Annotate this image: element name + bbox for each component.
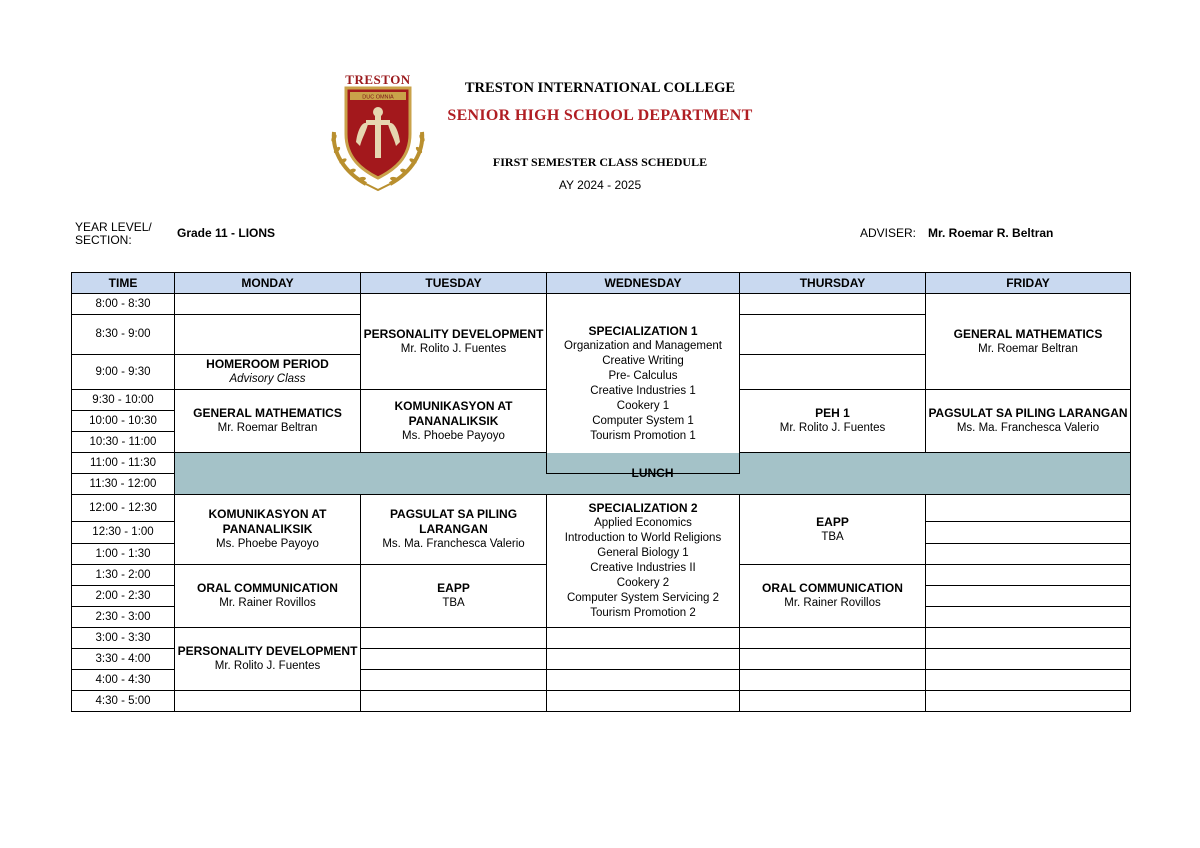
time-cell: 4:00 - 4:30 — [72, 670, 175, 691]
col-header-friday: FRIDAY — [926, 273, 1131, 294]
school-crest-logo — [326, 72, 430, 194]
advisory-note: Advisory Class — [229, 373, 306, 385]
empty-cell — [926, 544, 1131, 565]
time-cell: 11:30 - 12:00 — [72, 474, 175, 495]
teacher-name: Mr. Rainer Rovillos — [219, 597, 316, 609]
class-schedule-table — [71, 272, 1131, 712]
empty-cell — [740, 649, 926, 670]
empty-cell — [361, 649, 547, 670]
table-header-row — [72, 273, 1131, 294]
svg-text:DUC OMNIA: DUC OMNIA — [362, 94, 394, 101]
empty-cell — [926, 586, 1131, 607]
teacher-name: Ms. Ma. Franchesca Valerio — [382, 538, 525, 550]
adviser-label: ADVISER: — [860, 226, 917, 240]
table-row — [72, 453, 1131, 474]
list-item: Creative Industries II — [590, 562, 696, 574]
subject-name: ORAL COMMUNICATION — [197, 581, 338, 595]
list-item: Cookery 1 — [616, 399, 670, 412]
subject-name: KOMUNIKASYON AT PANANALIKSIK — [394, 398, 513, 428]
subject-name: PAGSULAT SA PILING LARANGAN — [928, 406, 1128, 420]
list-item: Cookery 2 — [616, 577, 670, 589]
academic-year: AY 2024 - 2025 — [558, 178, 642, 192]
empty-cell — [547, 691, 740, 712]
time-cell: 10:30 - 11:00 — [72, 432, 175, 453]
subject-name: GENERAL MATHEMATICS — [953, 326, 1103, 341]
time-cell: 12:00 - 12:30 — [72, 495, 175, 522]
section-value: Grade 11 - LIONS — [177, 226, 276, 240]
fri-pagsulat-cell — [926, 390, 1131, 453]
list-item: Computer System 1 — [592, 414, 694, 427]
teacher-name: Mr. Rolito J. Fuentes — [400, 342, 507, 355]
wed-spec1-cell — [547, 294, 740, 474]
thu-oral-cell — [740, 565, 926, 628]
list-item: Creative Writing — [602, 354, 684, 367]
empty-cell — [926, 607, 1131, 628]
empty-cell — [740, 294, 926, 315]
list-item: General Biology 1 — [597, 547, 689, 559]
department-title: SENIOR HIGH SCHOOL DEPARTMENT — [447, 107, 753, 124]
mon-komu-cell — [175, 495, 361, 565]
time-cell: 11:00 - 11:30 — [72, 453, 175, 474]
teacher-name: Mr. Rolito J. Fuentes — [214, 660, 321, 672]
fri-math-cell — [926, 294, 1131, 390]
lunch-break-cell: LUNCH — [175, 453, 1131, 495]
schedule-title: FIRST SEMESTER CLASS SCHEDULE — [492, 155, 708, 169]
empty-cell — [175, 294, 361, 315]
empty-cell — [926, 649, 1131, 670]
list-item: Pre- Calculus — [608, 369, 678, 382]
empty-cell — [740, 691, 926, 712]
adviser-value: Mr. Roemar R. Beltran — [928, 226, 1054, 240]
time-cell: 9:00 - 9:30 — [72, 355, 175, 390]
empty-cell — [926, 522, 1131, 544]
empty-cell — [175, 315, 361, 355]
subject-name: KOMUNIKASYON AT PANANALIKSIK — [208, 507, 327, 536]
col-header-tuesday: TUESDAY — [361, 273, 547, 294]
tue-komu-cell — [361, 390, 547, 453]
empty-cell — [926, 565, 1131, 586]
time-cell: 3:00 - 3:30 — [72, 628, 175, 649]
list-item: Tourism Promotion 2 — [590, 607, 696, 619]
subject-name: SPECIALIZATION 2 — [588, 501, 698, 515]
teacher-name: Ms. Ma. Franchesca Valerio — [956, 422, 1100, 434]
subject-name: PEH 1 — [815, 406, 850, 420]
empty-cell — [926, 628, 1131, 649]
time-cell: 1:30 - 2:00 — [72, 565, 175, 586]
specialization-list — [549, 516, 737, 621]
tue-eapp-cell — [361, 565, 547, 628]
empty-cell — [361, 670, 547, 691]
section-label-line2: SECTION: — [75, 233, 132, 247]
thu-peh-cell — [740, 390, 926, 453]
subject-name: HOMEROOM PERIOD — [206, 357, 329, 371]
empty-cell — [175, 691, 361, 712]
teacher-name: Mr. Roemar Beltran — [978, 342, 1078, 355]
col-header-monday: MONDAY — [175, 273, 361, 294]
mon-math-cell — [175, 390, 361, 453]
section-label — [75, 221, 152, 247]
time-cell: 12:30 - 1:00 — [72, 522, 175, 544]
teacher-name: TBA — [821, 530, 844, 543]
empty-cell — [547, 649, 740, 670]
subject-name: PERSONALITY DEVELOPMENT — [363, 326, 544, 341]
table-row — [72, 691, 1131, 712]
col-header-wednesday: WEDNESDAY — [547, 273, 740, 294]
time-cell: 10:00 - 10:30 — [72, 411, 175, 432]
table-row — [72, 628, 1131, 649]
time-cell: 8:00 - 8:30 — [72, 294, 175, 315]
empty-cell — [547, 670, 740, 691]
teacher-name: Ms. Phoebe Payoyo — [402, 429, 505, 442]
empty-cell — [361, 691, 547, 712]
mon-perdev-cell — [175, 628, 361, 691]
empty-cell — [361, 628, 547, 649]
teacher-name: Mr. Roemar Beltran — [217, 422, 318, 434]
subject-name: EAPP — [437, 581, 470, 595]
tue-perdev-cell — [361, 294, 547, 390]
time-cell: 9:30 - 10:00 — [72, 390, 175, 411]
specialization-list — [549, 339, 737, 444]
list-item: Introduction to World Religions — [564, 532, 722, 544]
teacher-name: Mr. Rainer Rovillos — [784, 597, 881, 609]
school-name: TRESTON INTERNATIONAL COLLEGE — [464, 80, 736, 96]
svg-text:TRESTON: TRESTON — [345, 72, 411, 87]
empty-cell — [547, 628, 740, 649]
thu-eapp-cell — [740, 495, 926, 565]
subject-name: PAGSULAT SA PILING LARANGAN — [389, 507, 518, 536]
time-cell: 4:30 - 5:00 — [72, 691, 175, 712]
table-row — [72, 495, 1131, 522]
list-item: Organization and Management — [564, 339, 722, 352]
table-row — [72, 294, 1131, 315]
subject-name: GENERAL MATHEMATICS — [193, 406, 342, 420]
time-cell: 2:30 - 3:00 — [72, 607, 175, 628]
subject-name: EAPP — [816, 514, 849, 529]
section-label-line1: YEAR LEVEL/ — [75, 220, 152, 234]
list-item: Computer System Servicing 2 — [566, 592, 720, 604]
time-cell: 8:30 - 9:00 — [72, 315, 175, 355]
empty-cell — [926, 495, 1131, 522]
col-header-time: TIME — [72, 273, 175, 294]
empty-cell — [926, 670, 1131, 691]
empty-cell — [740, 628, 926, 649]
empty-cell — [740, 355, 926, 390]
teacher-name: Mr. Rolito J. Fuentes — [779, 422, 886, 434]
empty-cell — [926, 691, 1131, 712]
empty-cell — [740, 670, 926, 691]
mon-oral-cell — [175, 565, 361, 628]
teacher-name: Ms. Phoebe Payoyo — [216, 538, 319, 550]
subject-name: SPECIALIZATION 1 — [588, 323, 698, 338]
list-item: Applied Economics — [594, 517, 692, 529]
mon-homeroom-cell — [175, 355, 361, 390]
time-cell: 3:30 - 4:00 — [72, 649, 175, 670]
wed-spec2-cell — [547, 495, 740, 628]
teacher-name: TBA — [442, 597, 465, 609]
list-item: Creative Industries 1 — [590, 384, 696, 397]
tue-pagsulat-cell — [361, 495, 547, 565]
subject-name: PERSONALITY DEVELOPMENT — [177, 644, 358, 658]
time-cell: 2:00 - 2:30 — [72, 586, 175, 607]
subject-name: ORAL COMMUNICATION — [762, 581, 903, 595]
empty-cell — [740, 315, 926, 355]
col-header-thursday: THURSDAY — [740, 273, 926, 294]
time-cell: 1:00 - 1:30 — [72, 544, 175, 565]
list-item: Tourism Promotion 1 — [590, 429, 696, 442]
